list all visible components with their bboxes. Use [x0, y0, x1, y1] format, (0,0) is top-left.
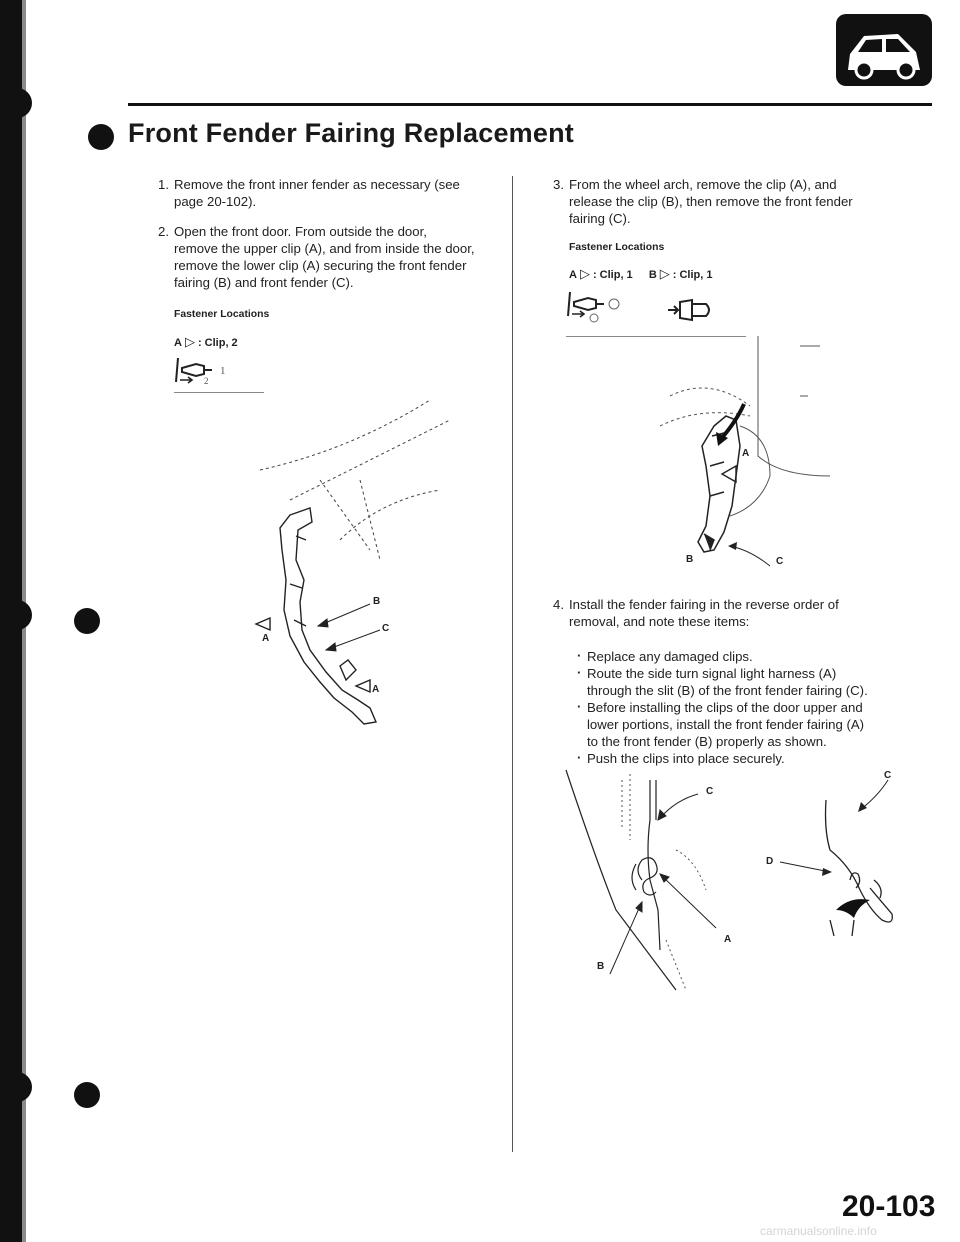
section-marker-bottom — [74, 1082, 100, 1108]
list-item — [577, 648, 927, 665]
bullet-3-line-1: Before installing the clips of the door upper and — [587, 700, 863, 715]
detail-callout-c-right: C — [884, 770, 892, 781]
legend-letter-a: A — [174, 337, 182, 349]
watermark: carmanualsonline.info — [760, 1224, 877, 1238]
page-number: 20-103 — [842, 1190, 936, 1223]
step-3-text — [569, 176, 853, 227]
fastener-legend-left — [174, 334, 238, 350]
clip-symbol-a-icon — [566, 290, 626, 322]
legend-right-letter-a: A — [569, 269, 577, 281]
header-rule — [128, 103, 932, 106]
fastener-caption-left: Fastener Locations — [174, 309, 270, 320]
step-3 — [553, 176, 919, 230]
legend-right-b-text: : Clip, 1 — [672, 269, 713, 281]
svg-text:1: 1 — [220, 365, 226, 377]
fig-left-callout-a-upper: A — [262, 633, 270, 644]
fig-left-callout-b: B — [373, 596, 381, 607]
step-2-line-1: Open the front door. From outside the door, — [174, 224, 427, 239]
step-4-number: 4. — [553, 597, 564, 612]
step-2-line-2: remove the upper clip (A), and from inside the door, — [174, 241, 475, 256]
detail-callout-d: D — [766, 856, 774, 867]
step-2-text — [174, 223, 475, 291]
page-title: Front Fender Fairing Replacement — [128, 118, 574, 148]
step-4-line-1: Install the fender fairing in the reverse order of — [569, 597, 839, 612]
step-1-text — [174, 176, 460, 210]
binding-hole-bottom — [2, 1072, 32, 1102]
fig-right-callout-a: A — [742, 448, 750, 459]
legend-right-letter-b: B — [648, 269, 657, 281]
step-2-line-3: remove the lower clip (A) securing the front fender — [174, 258, 467, 273]
step-4-line-2: removal, and note these items: — [569, 614, 750, 629]
step-3-number: 3. — [553, 177, 564, 192]
step-1-line-2: page 20-102). — [174, 194, 257, 209]
detail-callout-a: A — [724, 934, 732, 945]
fig-right-callout-b: B — [686, 554, 694, 565]
bullet-4-line-1: Push the clips into place securely. — [587, 751, 785, 766]
detail-callout-b: B — [597, 961, 605, 972]
step-2 — [158, 223, 514, 293]
step-3-line-2: release the clip (B), then remove the front fender — [569, 194, 853, 209]
section-marker-title — [88, 124, 114, 150]
step-4 — [553, 596, 919, 632]
step-1 — [158, 176, 504, 212]
legend-clip-count: : Clip, 2 — [197, 337, 238, 349]
step-3-line-1: From the wheel arch, remove the clip (A), and — [569, 177, 837, 192]
detail-callout-c: C — [706, 786, 714, 797]
section-marker-middle — [74, 608, 100, 634]
harness-routing-figure — [556, 760, 756, 1000]
list-item — [577, 699, 927, 750]
triangle-right-icon: ▷ — [659, 266, 670, 281]
wheel-arch-figure — [640, 336, 840, 576]
clip-symbol-b-icon — [666, 296, 718, 324]
step-1-line-1: Remove the front inner fender as necessary (see — [174, 177, 460, 192]
body-section-car-icon — [836, 14, 932, 86]
step-2-number: 2. — [158, 224, 169, 239]
binding-hole-middle — [2, 600, 32, 630]
legend-right-a-text: : Clip, 1 — [592, 269, 633, 281]
clip-symbol-icon — [174, 356, 244, 386]
step-4-text — [569, 596, 839, 630]
binding-hole-top — [2, 88, 32, 118]
fastener-caption-right: Fastener Locations — [569, 242, 665, 253]
svg-text:2: 2 — [204, 376, 209, 386]
fig-left-callout-a-lower: A — [372, 684, 380, 695]
note-list — [577, 648, 927, 767]
fender-fairing-figure — [230, 390, 510, 730]
bullet-3-line-2: lower portions, install the front fender fairing (A) — [587, 717, 865, 732]
bullet-3-line-3: to the front fender (B) properly as shown. — [587, 734, 827, 749]
clip-installation-detail-figure — [760, 770, 930, 950]
bullet-2-line-2: through the slit (B) of the front fender fairing (C). — [587, 683, 868, 698]
fastener-legend-right — [569, 266, 713, 282]
triangle-right-icon: ▷ — [184, 334, 195, 349]
column-divider — [512, 176, 513, 1152]
step-2-line-4: fairing (B) and front fender (C). — [174, 275, 354, 290]
triangle-right-icon: ▷ — [579, 266, 590, 281]
step-3-line-3: fairing (C). — [569, 211, 631, 226]
fig-right-callout-c: C — [776, 556, 784, 567]
bullet-1-line-1: Replace any damaged clips. — [587, 649, 753, 664]
bullet-2-line-1: Route the side turn signal light harness (A) — [587, 666, 837, 681]
list-item — [577, 665, 927, 699]
step-1-number: 1. — [158, 177, 169, 192]
fig-left-callout-c: C — [382, 623, 390, 634]
